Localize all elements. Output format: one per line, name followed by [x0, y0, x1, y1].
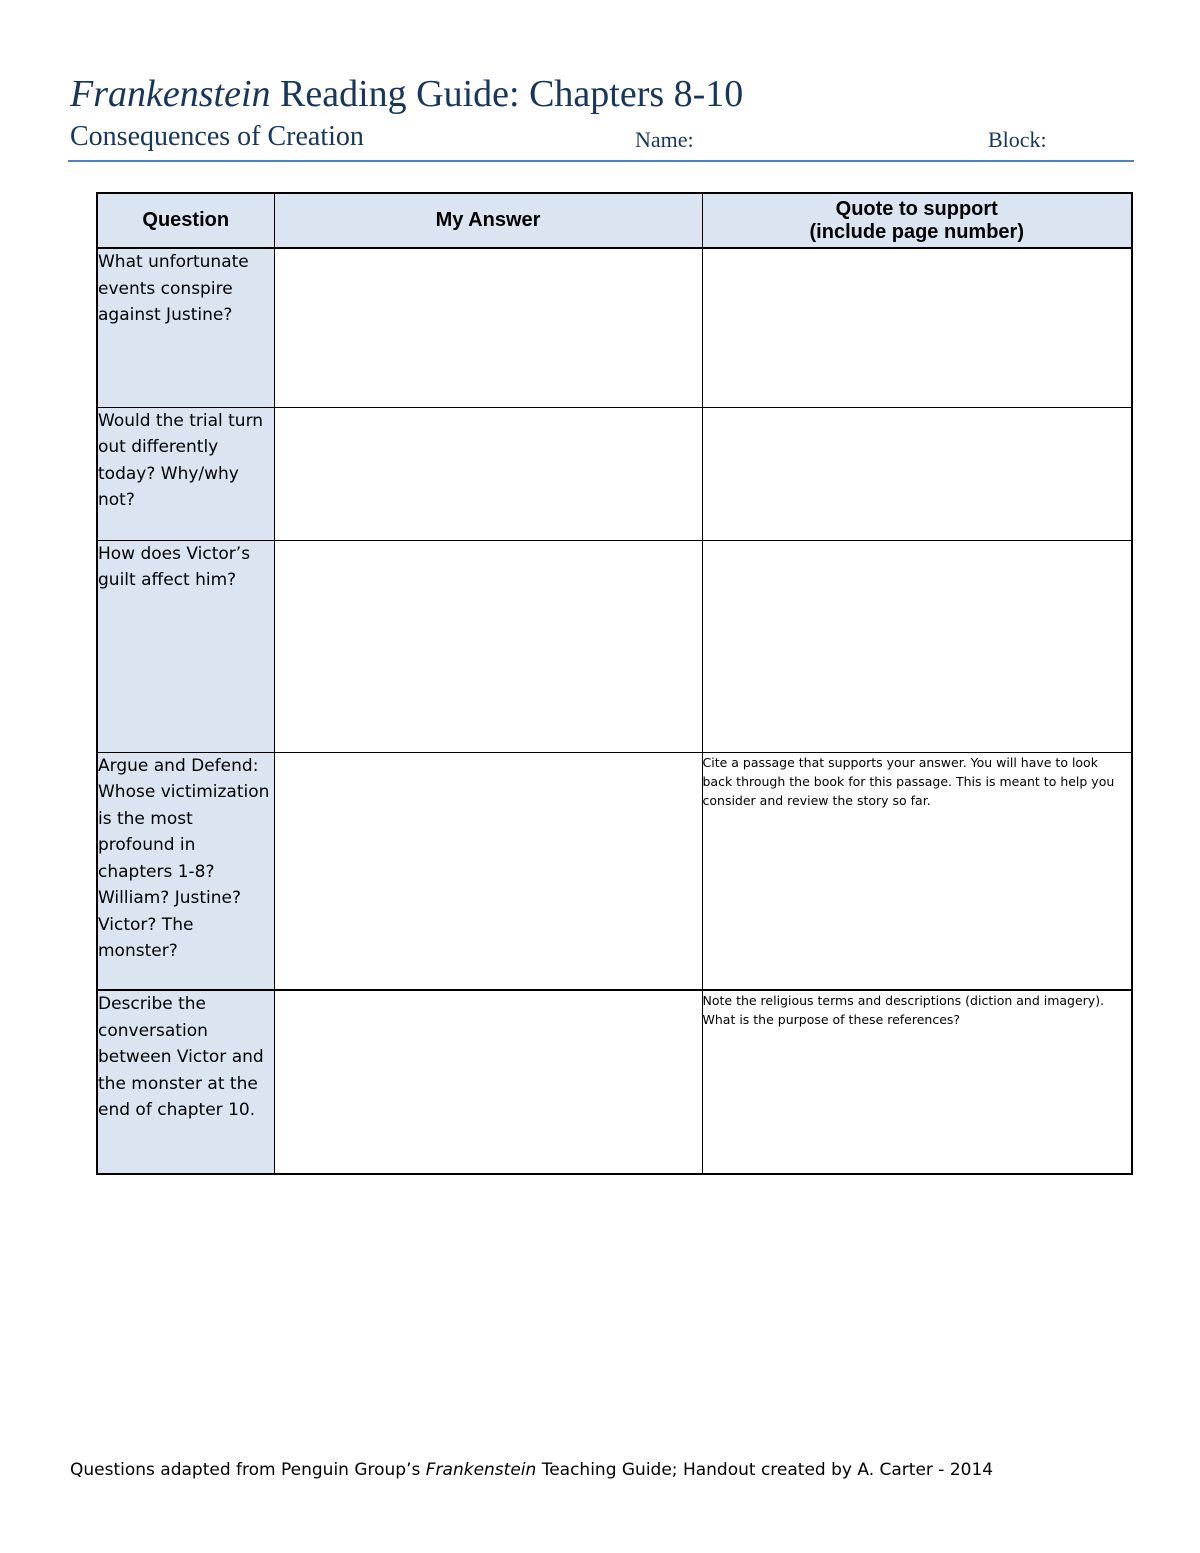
- column-header-answer: My Answer: [274, 193, 702, 248]
- answer-cell[interactable]: [274, 990, 702, 1174]
- question-cell: What unfortunate events conspire against Justine?: [97, 248, 274, 407]
- answer-cell[interactable]: [274, 752, 702, 990]
- reading-guide-table: [96, 192, 1133, 1175]
- quote-cell[interactable]: [702, 248, 1132, 407]
- subtitle-row: [70, 121, 1132, 157]
- title-book-name: Frankenstein: [70, 73, 271, 115]
- table-row: [97, 407, 1132, 540]
- table-row: [97, 752, 1132, 990]
- question-cell: Would the trial turn out differently today? Why/why not?: [97, 407, 274, 540]
- page-title: [70, 72, 743, 116]
- quote-cell[interactable]: Note the religious terms and descriptions (diction and imagery). What is the purpose of these references?: [702, 990, 1132, 1174]
- column-header-quote-line2: (include page number): [809, 220, 1024, 243]
- block-field-label: Block:: [988, 127, 1047, 152]
- column-header-quote-line1: Quote to support: [835, 197, 998, 220]
- question-cell: Describe the conversation between Victor and the monster at the end of chapter 10.: [97, 990, 274, 1174]
- header-divider: [68, 160, 1134, 162]
- table-header-row: [97, 193, 1132, 248]
- quote-cell[interactable]: [702, 540, 1132, 752]
- quote-cell[interactable]: [702, 407, 1132, 540]
- question-cell: How does Victor’s guilt affect him?: [97, 540, 274, 752]
- table-row: [97, 540, 1132, 752]
- table-row: [97, 990, 1132, 1174]
- table-row: [97, 248, 1132, 407]
- question-cell: Argue and Defend: Whose victimization is the most profound in chapters 1-8? William? Justine? Victor? The monster?: [97, 752, 274, 990]
- column-header-quote: [702, 193, 1132, 248]
- answer-cell[interactable]: [274, 540, 702, 752]
- quote-cell[interactable]: Cite a passage that supports your answer. You will have to look back through the book for this passage. This is meant to help you consider and review the story so far.: [702, 752, 1132, 990]
- title-text: Reading Guide: Chapters 8-10: [270, 73, 744, 115]
- answer-cell[interactable]: [274, 407, 702, 540]
- footer-credit: [70, 1460, 993, 1480]
- footer-suffix: Teaching Guide; Handout created by A. Carter - 2014: [536, 1460, 994, 1480]
- footer-prefix: Questions adapted from Penguin Group’s: [70, 1460, 426, 1480]
- footer-book-name: Frankenstein: [425, 1460, 537, 1480]
- name-field-label: Name:: [635, 127, 694, 152]
- page-subtitle: Consequences of Creation: [70, 121, 364, 152]
- column-header-question: Question: [97, 193, 274, 248]
- answer-cell[interactable]: [274, 248, 702, 407]
